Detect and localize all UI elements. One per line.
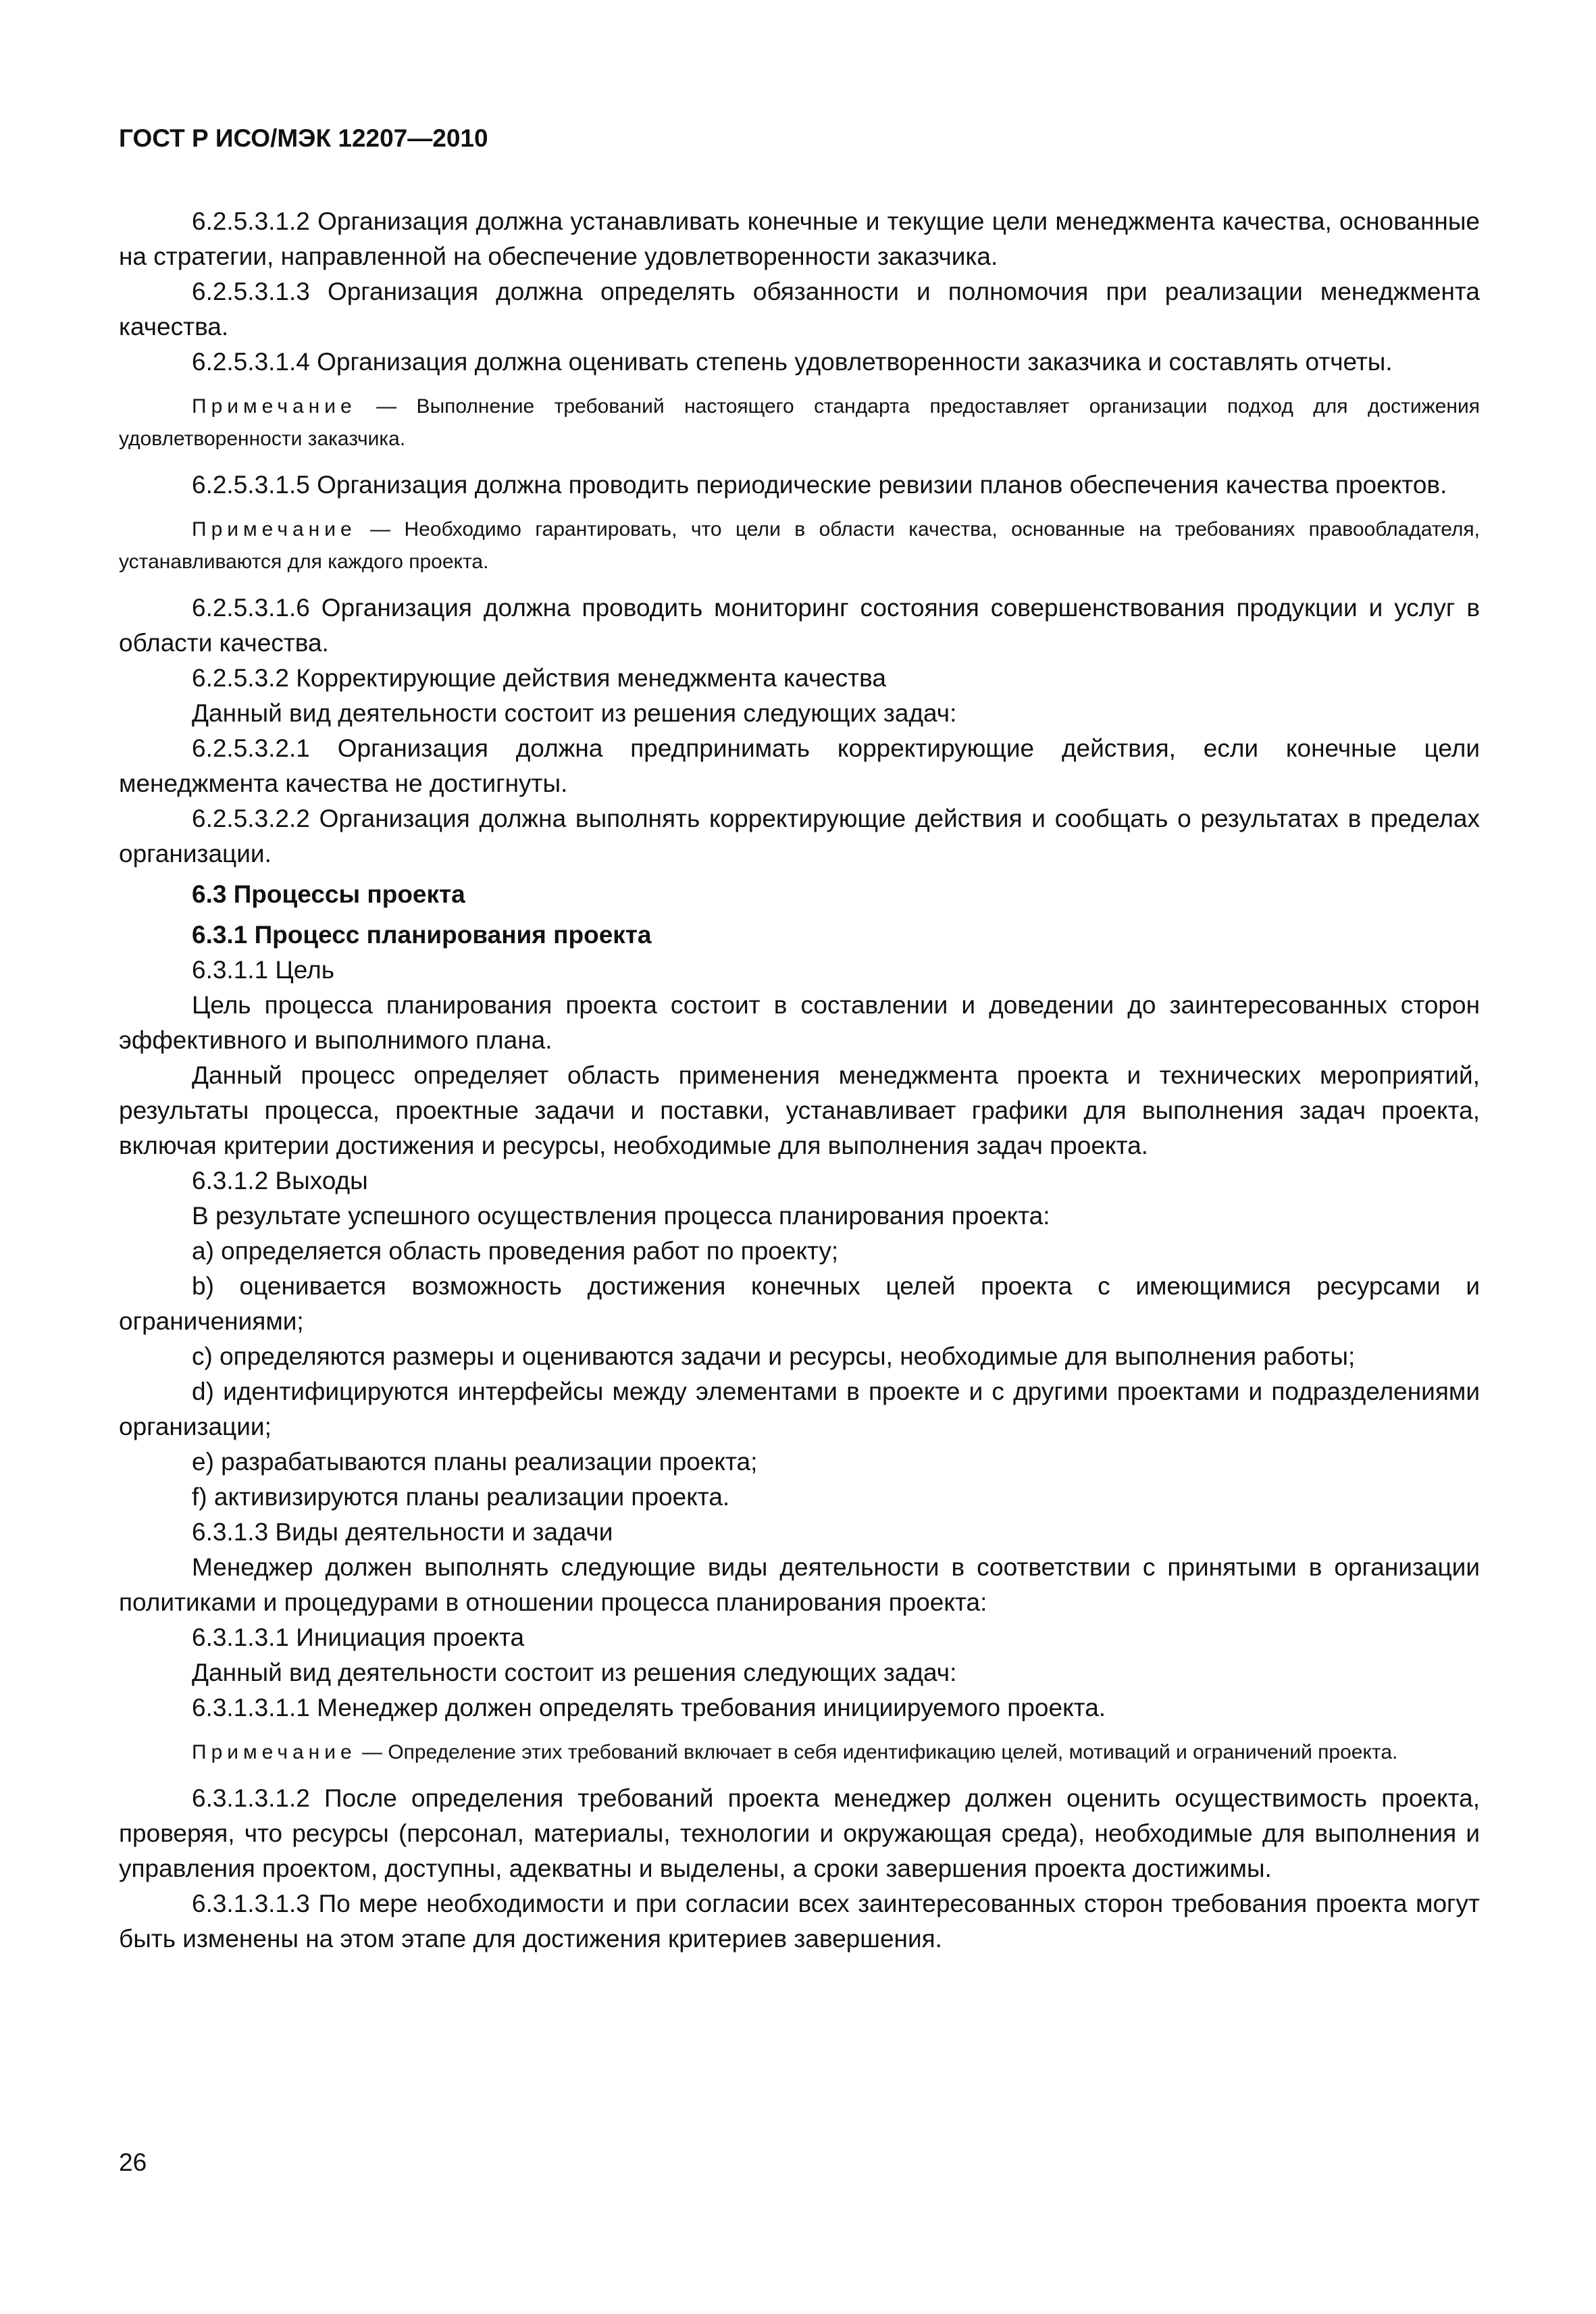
list-item: с) определяются размеры и оцениваются задачи и ресурсы, необходимые для выполнения работы; — [192, 1342, 1356, 1370]
paragraph: 6.3.1.3.1.3 По мере необходимости и при согласии всех заинтересованных сторон требования проекта могут быть изменены на этом этапе для достижения критериев завершения. — [119, 1890, 1480, 1953]
note-text: — Необходимо гарантировать, что цели в области качества, основанные на требованиях правообладателя, устанавливаются для каждого проекта. — [119, 518, 1481, 573]
paragraph: В результате успешного осуществления процесса планирования проекта: — [192, 1202, 1050, 1230]
paragraph: 6.3.1.3.1 Инициация проекта — [192, 1624, 525, 1651]
paragraph: 6.2.5.3.2 Корректирующие действия менеджмента качества — [192, 664, 886, 692]
list-item: d) идентифицируются интерфейсы между элементами в проекте и с другими проектами и подразделениями организации; — [119, 1378, 1480, 1440]
paragraph: 6.2.5.3.1.4 Организация должна оценивать степень удовлетворенности заказчика и составлять отчеты. — [192, 348, 1393, 376]
paragraph: Данный процесс определяет область применения менеджмента проекта и технических мероприятий, результаты процесса, проектные задачи и поставки, устанавливает графики для выполнения задач проекта, включая критерии достижения и ресурсы, необходимые для выполнения задач проекта. — [119, 1061, 1480, 1159]
paragraph: 6.3.1.2 Выходы — [192, 1167, 368, 1194]
paragraph: Данный вид деятельности состоит из решения следующих задач: — [192, 1659, 957, 1686]
section-heading: 6.3 Процессы проекта — [192, 880, 465, 908]
note — [119, 391, 1480, 455]
paragraph: 6.2.5.3.1.5 Организация должна проводить периодические ревизии планов обеспечения качества проектов. — [192, 471, 1447, 499]
paragraph: 6.3.1.1 Цель — [192, 956, 335, 984]
section-heading: 6.3.1 Процесс планирования проекта — [192, 921, 652, 949]
document-header: ГОСТ Р ИСО/МЭК 12207—2010 — [119, 124, 488, 152]
paragraph: 6.3.1.3.1.2 После определения требований проекта менеджер должен оценить осуществимость проекта, проверяя, что ресурсы (персонал, материалы, технологии и окружающая среда), необходимые для выполнения и управления проектом, доступны, адекватны и выделены, а сроки завершения проекта достижимы. — [119, 1784, 1480, 1882]
paragraph: 6.2.5.3.2.2 Организация должна выполнять корректирующие действия и сообщать о результатах в пределах организации. — [119, 805, 1480, 867]
paragraph: 6.2.5.3.1.3 Организация должна определять обязанности и полномочия при реализации менеджмента качества. — [119, 278, 1480, 341]
note — [119, 1736, 1480, 1769]
note-text: — Выполнение требований настоящего стандарта предоставляет организации подход для достижения удовлетворенности заказчика. — [119, 395, 1480, 450]
list-item: b) оценивается возможность достижения конечных целей проекта с имеющимися ресурсами и ограничениями; — [119, 1272, 1480, 1335]
paragraph: Менеджер должен выполнять следующие виды деятельности в соответствии с принятыми в организации политиками и процедурами в отношении процесса планирования проекта: — [119, 1553, 1480, 1616]
paragraph: 6.3.1.3.1.1 Менеджер должен определять требования инициируемого проекта. — [192, 1694, 1106, 1721]
paragraph: 6.2.5.3.1.6 Организация должна проводить мониторинг состояния совершенствования продукции и услуг в области качества. — [119, 594, 1480, 657]
document-body — [119, 204, 1480, 1957]
note-label: Примечание — [192, 518, 357, 540]
note-label: Примечание — [192, 1741, 357, 1763]
note-text: — Определение этих требований включает в себя идентификацию целей, мотиваций и ограничений проекта. — [362, 1741, 1398, 1763]
list-item: а) определяется область проведения работ по проекту; — [192, 1237, 839, 1265]
note-label: Примечание — [192, 395, 357, 418]
list-item: е) разрабатываются планы реализации проекта; — [192, 1448, 758, 1476]
note — [119, 513, 1480, 578]
page-number: 26 — [119, 2148, 147, 2176]
paragraph: 6.2.5.3.1.2 Организация должна устанавливать конечные и текущие цели менеджмента качества, основанные на стратегии, направленной на обеспечение удовлетворенности заказчика. — [119, 207, 1480, 270]
paragraph: Цель процесса планирования проекта состоит в составлении и доведении до заинтересованных сторон эффективного и выполнимого плана. — [119, 991, 1480, 1054]
paragraph: Данный вид деятельности состоит из решения следующих задач: — [192, 699, 957, 727]
list-item: f) активизируются планы реализации проекта. — [192, 1483, 730, 1511]
paragraph: 6.3.1.3 Виды деятельности и задачи — [192, 1518, 613, 1546]
paragraph: 6.2.5.3.2.1 Организация должна предпринимать корректирующие действия, если конечные цели менеджмента качества не достигнуты. — [119, 734, 1480, 797]
